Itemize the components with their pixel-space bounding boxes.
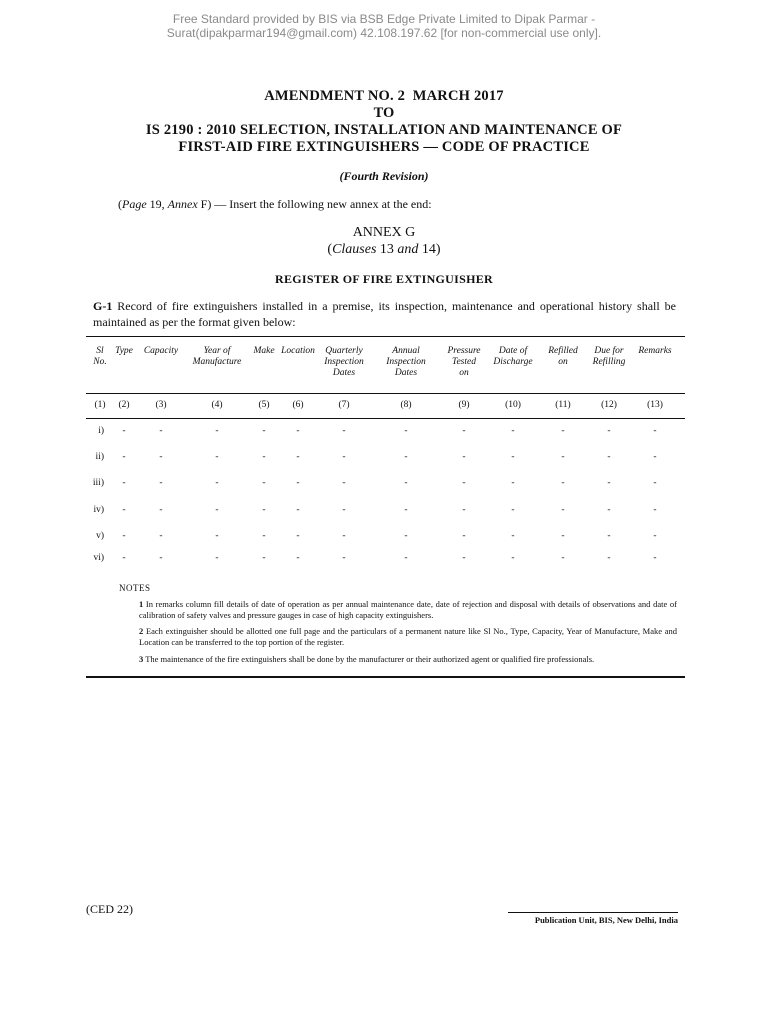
column-number: (6) [292,400,304,410]
table-cell: - [296,505,300,515]
column-header-line: Sl [96,346,104,356]
table-cell: - [215,426,219,436]
table-cell: - [404,478,408,488]
table-cell: - [607,452,611,462]
table-cell: - [159,553,163,563]
table-top-rule [86,336,685,337]
note-2: 2 Each extinguisher should be allotted one full page and the particulars of a permanent nature like Sl No., Type, Capacity, Year of Manufacture, Make and Location can be transferred to the top portion of the register. [139,626,677,647]
column-number: (13) [647,400,663,410]
table-cell: - [462,426,466,436]
table-cell: - [159,426,163,436]
column-header-line: Year of [203,346,231,356]
column-header-line: Type [115,346,133,356]
table-cell: - [561,553,565,563]
column-header-line: No. [93,357,107,367]
column-header-line: Remarks [638,346,672,356]
table-cell: - [561,478,565,488]
table-cell: - [462,478,466,488]
column-header-line: on [558,357,568,367]
column-header-line: Refilled [548,346,578,356]
table-cell: - [262,505,266,515]
column-header-line: Date of [498,346,528,356]
table-cell: - [215,553,219,563]
table-cell: - [404,505,408,515]
column-number: (5) [258,400,270,410]
row-label: v) [96,531,104,541]
column-header [314,346,374,379]
table-cell: - [404,452,408,462]
table-cell: - [342,505,346,515]
table-cell: - [215,531,219,541]
table-cell: - [122,505,126,515]
table-cell: - [462,553,466,563]
column-header-line: Due for [594,346,624,356]
column-number: (4) [211,400,223,410]
table-cell: - [607,426,611,436]
amendment-heading: AMENDMENT NO. 2 MARCH 2017 [264,88,504,104]
table-cell: - [462,531,466,541]
table-cell: - [561,505,565,515]
publication-rule [508,912,678,913]
table-cell: - [342,553,346,563]
note-1: 1 In remarks column fill details of date of operation as per annual maintenance date, date of rejection and disposal with details of observations and date of calibration of safety valves and pressure gauges in case of high capacity extinguishers. [139,599,677,620]
clause-g1-label: G-1 [93,299,113,313]
table-cell: - [122,426,126,436]
table-cell: - [159,531,163,541]
column-number: (3) [155,400,167,410]
table-cell: - [404,553,408,563]
table-cell: - [511,478,515,488]
table-cell: - [262,553,266,563]
column-header-line: Inspection [324,357,364,367]
register-title: REGISTER OF FIRE EXTINGUISHER [275,272,493,286]
table-cell: - [607,478,611,488]
row-label: i) [98,426,104,436]
table-cell: - [159,478,163,488]
column-header-line: Refilling [592,357,626,367]
table-cell: - [122,531,126,541]
column-header-line: on [459,368,469,378]
table-cell: - [296,553,300,563]
table-cell: - [296,426,300,436]
column-header-line: Tested [452,357,476,367]
table-cell: - [262,452,266,462]
table-cell: - [462,505,466,515]
column-header [483,346,543,368]
table-cell: - [462,452,466,462]
table-cell: - [262,531,266,541]
table-cell: - [404,531,408,541]
notes-label: NOTES [119,583,151,593]
column-number: (11) [555,400,571,410]
column-number: (2) [118,400,130,410]
column-header-line: Quarterly [325,346,363,356]
column-header-line: Capacity [143,346,179,356]
table-cell: - [262,426,266,436]
table-cell: - [511,452,515,462]
table-cell: - [262,478,266,488]
table-cell: - [159,452,163,462]
column-header-line: Discharge [493,357,533,367]
table-cell: - [159,505,163,515]
table-cell: - [215,452,219,462]
table-numbers-rule [86,418,685,419]
table-cell: - [653,452,657,462]
column-number: (10) [505,400,521,410]
column-header-line: Inspection [386,357,426,367]
column-header-line: Dates [332,368,356,378]
clause-g1 [93,298,676,330]
table-cell: - [653,553,657,563]
revision-label: (Fourth Revision) [339,169,429,183]
table-cell: - [342,426,346,436]
standard-title-line-2: FIRST-AID FIRE EXTINGUISHERS — CODE OF PRACTICE [178,139,590,155]
table-cell: - [296,478,300,488]
column-header [630,346,680,357]
table-cell: - [342,531,346,541]
to-heading: TO [373,105,395,121]
table-cell: - [511,553,515,563]
watermark-line-1: Free Standard provided by BIS via BSB Edge Private Limited to Dipak Parmar - [172,12,596,26]
column-header [376,346,436,379]
column-header [538,346,588,368]
table-cell: - [342,452,346,462]
table-cell: - [122,452,126,462]
table-cell: - [296,531,300,541]
annex-title: ANNEX G [352,225,416,240]
table-cell: - [404,426,408,436]
watermark [0,12,768,40]
publication-unit: Publication Unit, BIS, New Delhi, India [534,915,678,925]
column-number: (8) [400,400,412,410]
insert-instruction: (Page 19, Annex F) — Insert the following new annex at the end: [118,197,432,211]
row-label: iii) [92,478,104,488]
table-cell: - [607,531,611,541]
table-cell: - [511,505,515,515]
table-cell: - [215,478,219,488]
table-cell: - [653,505,657,515]
column-header-line: Dates [394,368,418,378]
table-bottom-rule [86,676,685,678]
committee-code: (CED 22) [86,902,133,916]
table-cell: - [511,531,515,541]
table-cell: - [561,426,565,436]
column-number: (7) [338,400,350,410]
row-label: ii) [95,452,104,462]
table-cell: - [653,426,657,436]
table-header-rule [86,393,685,394]
table-cell: - [342,478,346,488]
annex-clauses: (Clauses 13 and 14) [327,242,441,257]
standard-title-line-1: IS 2190 : 2010 SELECTION, INSTALLATION AND MAINTENANCE OF [145,122,623,138]
table-cell: - [122,553,126,563]
column-header-line: Location [281,346,315,356]
table-cell: - [215,505,219,515]
table-cell: - [296,452,300,462]
table-cell: - [561,531,565,541]
table-cell: - [561,452,565,462]
watermark-line-2: Surat(dipakparmar194@gmail.com) 42.108.197.62 [for non-commercial use only]. [166,26,602,40]
note-3: 3 The maintenance of the fire extinguishers shall be done by the manufacturer or their authorized agent or qualified fire professionals. [139,654,595,664]
table-cell: - [607,553,611,563]
clause-g1-text: Record of fire extinguishers installed in a premise, its inspection, maintenance and operational history shall be maintained as per the format given below: [93,299,676,329]
table-cell: - [653,531,657,541]
column-header-line: Pressure [447,346,481,356]
table-cell: - [511,426,515,436]
column-number: (9) [458,400,470,410]
table-cell: - [653,478,657,488]
column-header-line: Annual [392,346,420,356]
column-header-line: Manufacture [192,357,242,367]
column-number: (1) [94,400,106,410]
column-number: (12) [601,400,617,410]
column-header-line: Make [253,346,275,356]
column-header [582,346,636,368]
row-label: iv) [93,505,104,515]
table-cell: - [122,478,126,488]
row-label: vi) [93,553,104,563]
table-cell: - [607,505,611,515]
